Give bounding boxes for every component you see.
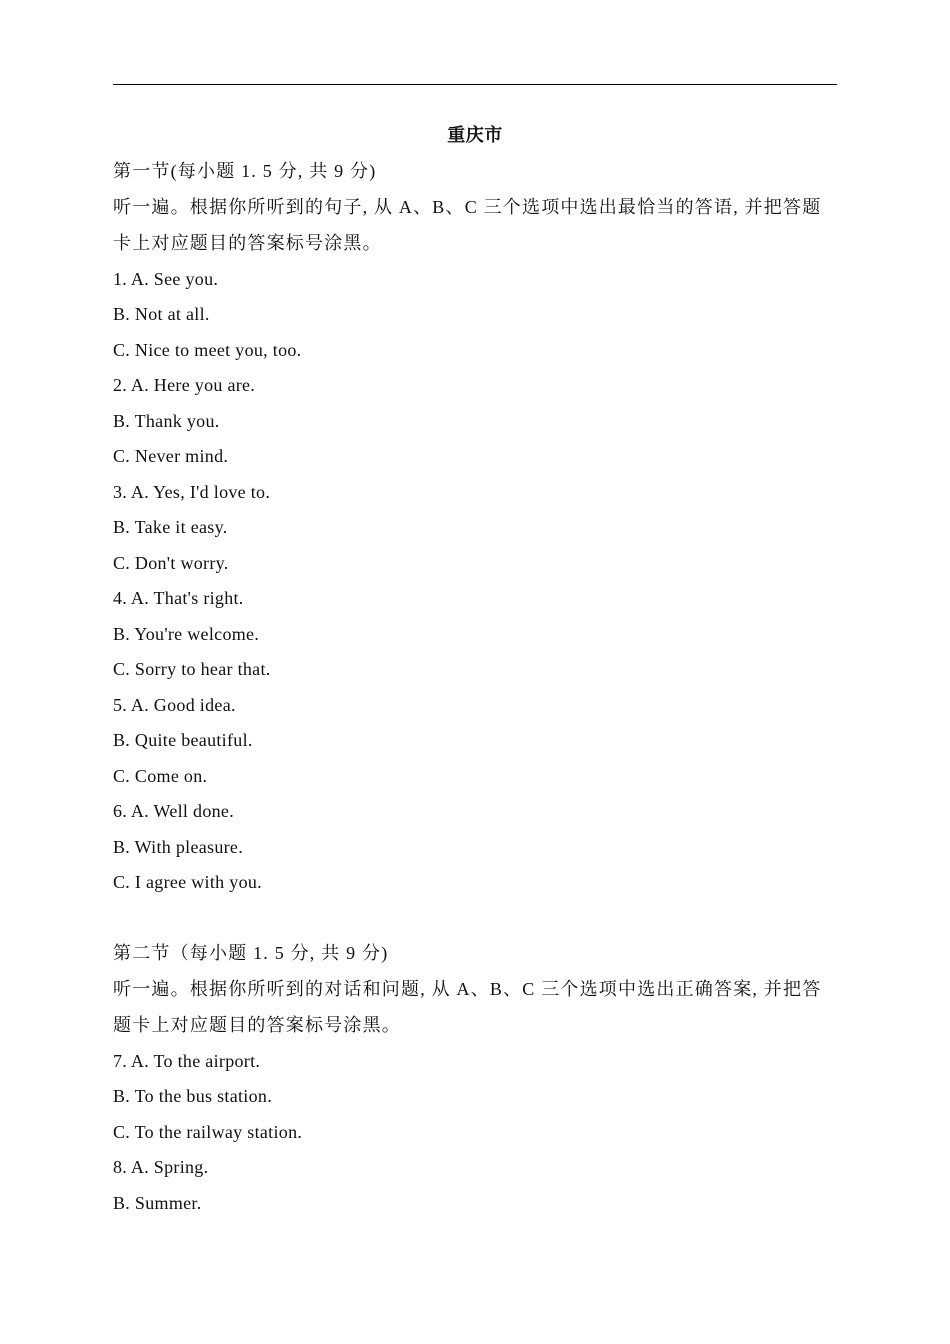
section2-instruction-line2: 题卡上对应题目的答案标号涂黑。 [113, 1015, 401, 1035]
section2-instruction-line1: 听一遍。根据你所听到的对话和问题, 从 A、B、C 三个选项中选出正确答案, 并把答 [113, 979, 822, 999]
q6-option-b: B. With pleasure. [113, 837, 244, 857]
q1-option-a: 1. A. See you. [113, 269, 219, 289]
section2-heading: 第二节（每小题 1. 5 分, 共 9 分) [113, 943, 389, 963]
q8-option-a: 8. A. Spring. [113, 1157, 209, 1177]
page-title: 重庆市 [447, 125, 503, 146]
q5-option-a: 5. A. Good idea. [113, 695, 236, 715]
header-rule [113, 84, 837, 85]
q4-option-c: C. Sorry to hear that. [113, 659, 271, 679]
q6-option-c: C. I agree with you. [113, 872, 262, 892]
q7-option-b: B. To the bus station. [113, 1086, 273, 1106]
q1-option-c: C. Nice to meet you, too. [113, 340, 302, 360]
q5-option-b: B. Quite beautiful. [113, 730, 253, 750]
q7-option-a: 7. A. To the airport. [113, 1051, 261, 1071]
section1-instruction-line2: 卡上对应题目的答案标号涂黑。 [113, 233, 382, 253]
q2-option-c: C. Never mind. [113, 446, 229, 466]
q3-option-c: C. Don't worry. [113, 553, 229, 573]
q7-option-c: C. To the railway station. [113, 1122, 303, 1142]
q6-option-a: 6. A. Well done. [113, 801, 235, 821]
q2-option-b: B. Thank you. [113, 411, 220, 431]
q8-option-b: B. Summer. [113, 1193, 202, 1213]
q2-option-a: 2. A. Here you are. [113, 375, 256, 395]
section1-heading: 第一节(每小题 1. 5 分, 共 9 分) [113, 161, 377, 181]
q4-option-b: B. You're welcome. [113, 624, 260, 644]
q3-option-a: 3. A. Yes, I'd love to. [113, 482, 271, 502]
q5-option-c: C. Come on. [113, 766, 208, 786]
q3-option-b: B. Take it easy. [113, 517, 228, 537]
q1-option-b: B. Not at all. [113, 304, 210, 324]
section1-instruction-line1: 听一遍。根据你所听到的句子, 从 A、B、C 三个选项中选出最恰当的答语, 并把答题 [113, 197, 822, 217]
q4-option-a: 4. A. That's right. [113, 588, 244, 608]
